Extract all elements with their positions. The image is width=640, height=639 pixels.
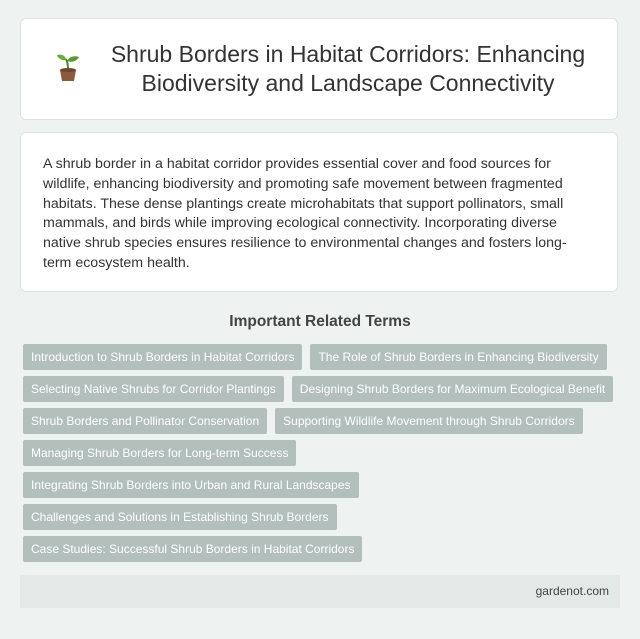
tag-row <box>23 344 623 370</box>
related-term-tag[interactable]: Introduction to Shrub Borders in Habitat Corridors <box>23 344 302 370</box>
related-term-tag[interactable]: Shrub Borders and Pollinator Conservation <box>23 408 267 434</box>
footer <box>20 575 620 608</box>
related-term-tag[interactable]: Designing Shrub Borders for Maximum Ecological Benefit <box>292 376 613 402</box>
related-term-tag[interactable]: The Role of Shrub Borders in Enhancing Biodiversity <box>310 344 606 370</box>
page-title: Shrub Borders in Habitat Corridors: Enhancing Biodiversity and Landscape Connectivity <box>110 41 586 96</box>
tag-row <box>23 536 623 562</box>
related-term-tag[interactable]: Selecting Native Shrubs for Corridor Plantings <box>23 376 284 402</box>
title-card <box>20 18 618 120</box>
related-term-tag[interactable]: Managing Shrub Borders for Long-term Success <box>23 440 296 466</box>
related-term-tag[interactable]: Case Studies: Successful Shrub Borders in Habitat Corridors <box>23 536 362 562</box>
tag-row <box>23 472 623 498</box>
tag-row <box>23 440 623 466</box>
site-name[interactable]: gardenot.com <box>535 584 609 598</box>
related-term-tag[interactable]: Integrating Shrub Borders into Urban and Rural Landscapes <box>23 472 359 498</box>
related-term-tag[interactable]: Challenges and Solutions in Establishing Shrub Borders <box>23 504 337 530</box>
summary-card <box>20 132 618 292</box>
tag-row <box>23 504 623 530</box>
tag-row <box>23 376 623 402</box>
related-term-tag[interactable]: Supporting Wildlife Movement through Shrub Corridors <box>275 408 582 434</box>
related-terms-list <box>23 344 623 568</box>
related-terms-heading: Important Related Terms <box>229 313 411 330</box>
tag-row <box>23 408 623 434</box>
summary-text: A shrub border in a habitat corridor provides essential cover and food sources for wildlife, enhancing biodiversity and promoting safe movement between fragmented habitats. These dense plantings create microhabitats that support pollinators, small mammals, and birds while improving ecological connectivity. Incorporating diverse native shrub species ensures resilience to environmental changes and fosters long-term ecosystem health. <box>43 156 567 271</box>
seedling-icon <box>55 52 81 82</box>
